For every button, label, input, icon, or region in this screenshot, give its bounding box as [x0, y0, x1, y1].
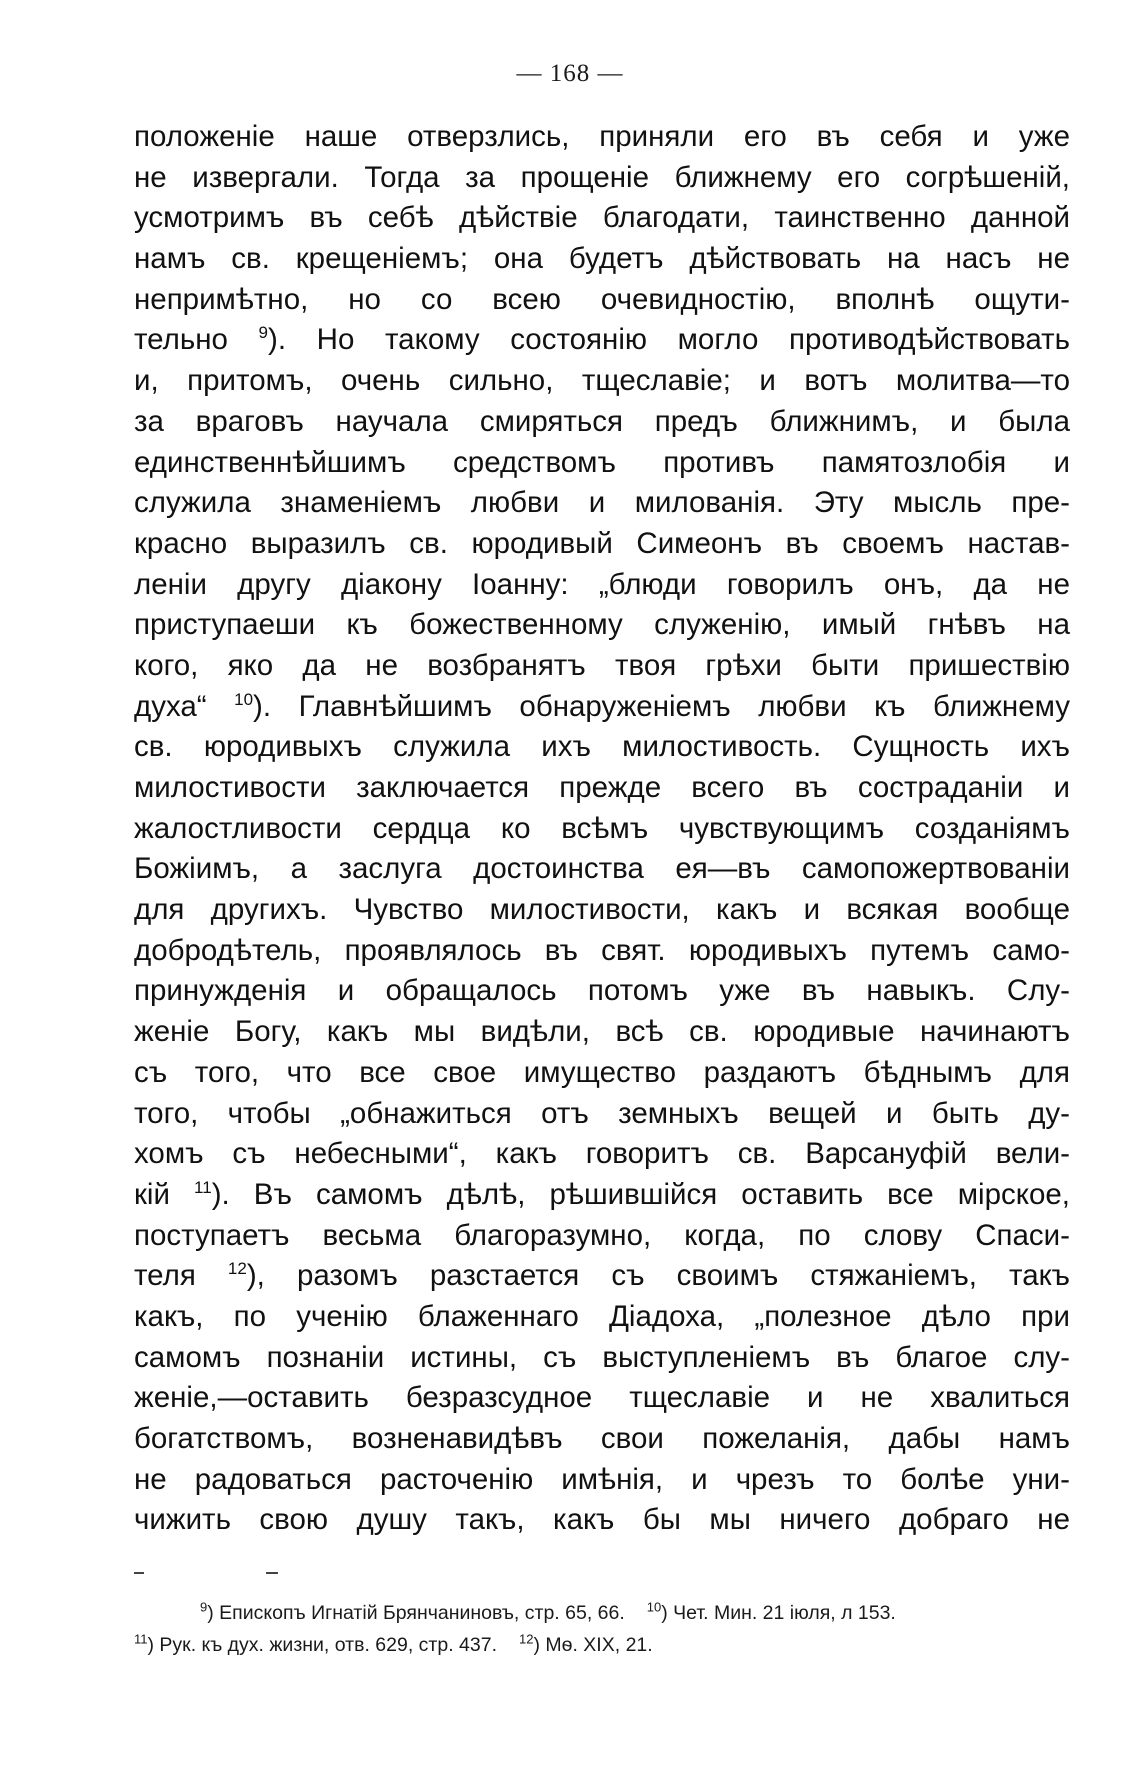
- text-line: [134, 158, 1070, 199]
- text-line-content: за враговъ научала смиряться предъ ближнимъ, и была: [134, 404, 1070, 438]
- text-line: [134, 1338, 1070, 1379]
- text-line: [134, 849, 1070, 890]
- footnotes: [134, 1597, 1070, 1661]
- text-line-content: леніи другу діакону Іоанну: „блюди говорилъ онъ, да не: [134, 567, 1070, 601]
- text-line: [134, 1175, 1070, 1216]
- text-line-content: богатствомъ, возненавидѣвъ свои пожеланія, дабы намъ: [134, 1422, 1070, 1455]
- text-line: [134, 1378, 1070, 1419]
- text-line: [134, 931, 1070, 972]
- footnote-number: 9: [200, 1599, 208, 1615]
- text-line-content: единственнѣйшимъ средствомъ противъ памятозлобія и: [134, 445, 1070, 479]
- footnote-reference: 12: [227, 1259, 247, 1279]
- text-line-content: непримѣтно, но со всею очевидностію, вполнѣ ощути-: [134, 282, 1070, 316]
- text-line: [134, 524, 1070, 565]
- text-line: [134, 1256, 1070, 1297]
- text-line: [134, 402, 1070, 443]
- text-line-content: Божіимъ, а заслуга достоинства ея—въ самопожертвованіи: [134, 852, 1070, 886]
- text-line-content: не извергали. Тогда за прощеніе ближнему его согрѣшеній,: [134, 160, 1070, 194]
- text-line-content: какъ, по ученію блаженнаго Діадоха, „полезное дѣло при: [134, 1299, 1070, 1333]
- text-line: [134, 361, 1070, 402]
- text-line-content: и, притомъ, очень сильно, тщеславіе; и вотъ молитва—то: [134, 364, 1070, 398]
- text-line: [134, 320, 1070, 361]
- text-line-content: намъ св. крещеніемъ; она будетъ дѣйствовать на насъ не: [134, 242, 1070, 276]
- text-line-content: не радоваться расточенію имѣнія, и чрезъ то болѣе уни-: [134, 1462, 1070, 1496]
- text-line-content: женіе,—оставить безразсудное тщеславіе и не хвалиться: [134, 1381, 1070, 1415]
- text-line-content: приступаеши къ божественному служенію, имый гнѣвъ на: [134, 608, 1070, 642]
- text-line-content: добродѣтель, проявлялось въ свят. юродивыхъ путемъ само-: [134, 933, 1070, 967]
- text-line-content: жалостливости сердца ко всѣмъ чувствующимъ созданіямъ: [134, 811, 1070, 845]
- text-line: [134, 890, 1070, 931]
- text-line-content: поступаетъ весьма благоразумно, когда, по слову Спаси-: [134, 1218, 1070, 1252]
- text-line: [134, 768, 1070, 809]
- text-line-content: чижить свою душу такъ, какъ бы мы ничего добраго не: [134, 1503, 1070, 1537]
- text-line: [134, 605, 1070, 646]
- text-line: [134, 280, 1070, 321]
- footnote-number: 12: [519, 1631, 534, 1647]
- text-line: [134, 727, 1070, 768]
- footnote-text: ) Мѳ. XIX, 21.: [533, 1634, 653, 1656]
- text-line-content: служила знаменіемъ любви и милованія. Эту мысль пре-: [134, 486, 1070, 520]
- text-line: [134, 1134, 1070, 1175]
- text-line: [134, 1012, 1070, 1053]
- text-line-content: самомъ познаніи истины, съ выступленіемъ въ благое слу-: [134, 1340, 1070, 1374]
- text-line-content: съ того, что все свое имущество раздаютъ бѣднымъ для: [134, 1055, 1070, 1089]
- footnote-text: ) Рук. къ дух. жизни, отв. 629, стр. 437.: [147, 1634, 497, 1656]
- text-line-content: усмотримъ въ себѣ дѣйствіе благодати, таинственно данной: [134, 201, 1070, 235]
- text-line-content: положеніе наше отверзлись, приняли его въ себя и уже: [134, 120, 1070, 153]
- text-line: [134, 239, 1070, 280]
- body-text: [134, 117, 1070, 1541]
- text-line-content: теля $^{12}$), разомъ разстается съ своимъ стяжаніемъ, такъ: [134, 1259, 1070, 1293]
- text-line: [134, 198, 1070, 239]
- footnote-reference: 10: [234, 689, 254, 709]
- text-line-content: женіе Богу, какъ мы видѣли, всѣ св. юродивые начинаютъ: [134, 1015, 1070, 1049]
- text-line: [134, 1460, 1070, 1501]
- footnote-text: ) Епископъ Игнатій Брянчаниновъ, стр. 65, 66.: [207, 1602, 625, 1624]
- text-line: [134, 565, 1070, 606]
- text-line: [134, 483, 1070, 524]
- text-line: [134, 1297, 1070, 1338]
- text-line-content: милостивости заключается прежде всего въ состраданіи и: [134, 771, 1070, 804]
- text-line: [134, 117, 1070, 158]
- text-line-content: духа“ $^{10}$). Главнѣйшимъ обнаруженіемъ любви къ ближнему: [134, 689, 1070, 723]
- text-line-content: св. юродивыхъ служила ихъ милостивость. Сущность ихъ: [134, 730, 1070, 764]
- text-line-content: тельно $^9$). Но такому состоянію могло противодѣйствовать: [134, 323, 1070, 357]
- footnote-line-1: [134, 1597, 1070, 1629]
- text-line-content: для другихъ. Чувство милостивости, какъ и всякая вообще: [134, 893, 1070, 927]
- text-line: [134, 809, 1070, 850]
- text-line-content: кого, яко да не возбранятъ твоя грѣхи быти пришествію: [134, 648, 1070, 682]
- text-line-content: принужденія и обращалось потомъ уже въ навыкъ. Слу-: [134, 974, 1070, 1008]
- page-number: — 168 —: [516, 60, 624, 87]
- text-line-content: хомъ съ небесными“, какъ говоритъ св. Варсануфій вели-: [134, 1137, 1070, 1171]
- text-line: [134, 646, 1070, 687]
- text-line: [134, 1500, 1070, 1541]
- text-line-content: того, чтобы „обнажиться отъ земныхъ вещей и быть ду-: [134, 1096, 1070, 1130]
- footnote-reference: 9: [258, 323, 268, 343]
- text-line-content: кій $^{11}$). Въ самомъ дѣлѣ, рѣшившійся оставить все мірское,: [134, 1177, 1070, 1211]
- footnote-line-2: [134, 1629, 1070, 1661]
- footnote-text: ) Чет. Мин. 21 іюля, л 153.: [661, 1602, 896, 1624]
- text-line: [134, 687, 1070, 728]
- text-line: [134, 1053, 1070, 1094]
- footnote-separator: [134, 1572, 284, 1576]
- text-line: [134, 971, 1070, 1012]
- footnote-number: 10: [646, 1599, 662, 1615]
- footnote-reference: 11: [194, 1178, 212, 1198]
- footnote-number: 11: [134, 1631, 148, 1647]
- text-line: [134, 1094, 1070, 1135]
- text-line-content: красно выразилъ св. юродивый Симеонъ въ своемъ настав-: [134, 526, 1070, 560]
- text-line: [134, 1216, 1070, 1257]
- text-line: [134, 443, 1070, 484]
- text-line: [134, 1419, 1070, 1460]
